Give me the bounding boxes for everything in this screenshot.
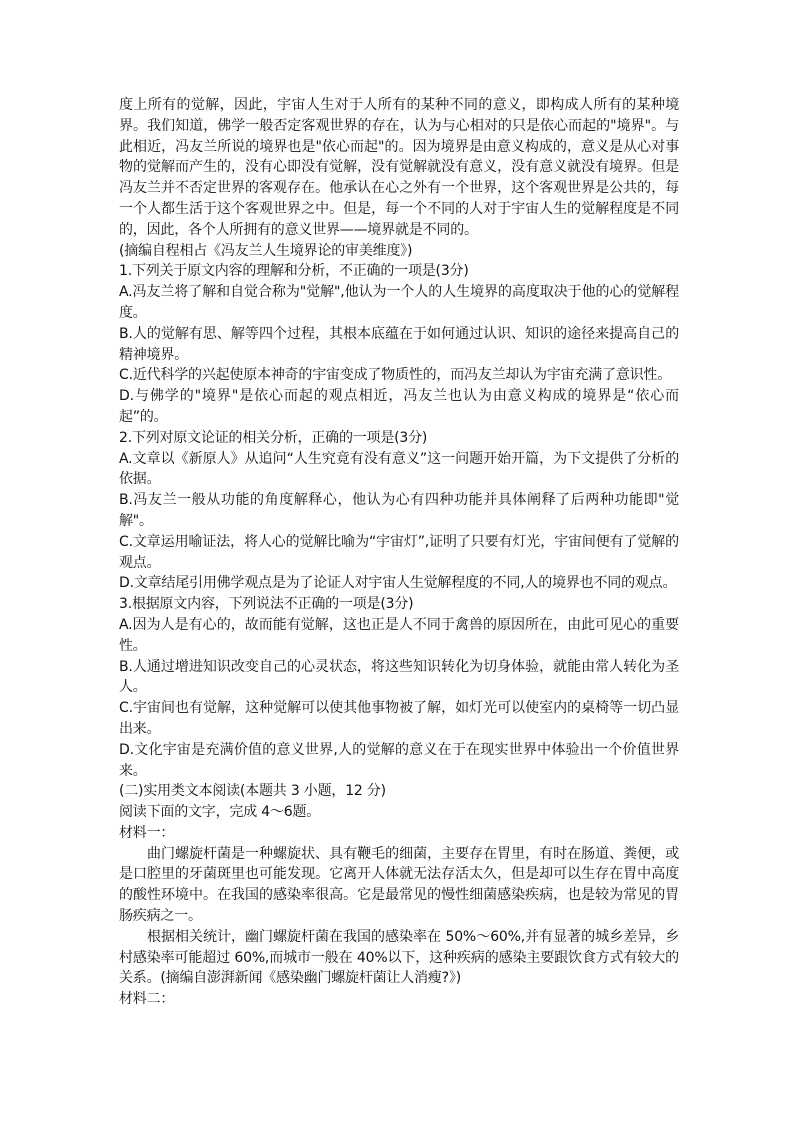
question-1-option-c: C.近代科学的兴起使原本神奇的宇宙变成了物质性的，而冯友兰却认为宇宙充满了意识性。 xyxy=(119,367,672,384)
section-2-heading: (二)实用类文本阅读(本题共 3 小题，12 分) xyxy=(119,783,386,800)
question-3-option-c: C.宇宙间也有觉解，这种觉解可以使其他事物被了解，如灯光可以使室内的桌椅等一切凸显出来。 xyxy=(119,700,679,737)
question-3-option-b: B.人通过增进知识改变自己的心灵状态，将这些知识转化为切身体验，就能由常人转化为圣人。 xyxy=(119,658,679,696)
passage-source: (摘编自程相占《冯友兰人生境界论的审美维度》) xyxy=(119,242,413,259)
material-1-paragraph-1: 曲门螺旋杆菌是一种螺旋状、具有鞭毛的细菌，主要存在胃里，有时在肠道、粪便，或是口腔里的牙菌斑里也可能发现。它离开人体就无法存活太久，但是却可以生存在胃中高度的酸性环境中。在我国的感染率很高。它是最常见的慢性细菌感染疾病，也是较为常见的胃肠疾病之一。 xyxy=(119,845,679,925)
question-3-stem: 3.根据原文内容，下列说法不正确的一项是(3分) xyxy=(119,596,414,613)
question-3-option-a: A.因为人是有心的，故而能有觉解，这也正是人不同于禽兽的原因所在，由此可见心的重要性。 xyxy=(119,616,679,654)
question-1-option-d: D.与佛学的"境界"是依心而起的观点相近，冯友兰也认为由意义构成的境界是“依心而起”的。 xyxy=(119,388,679,425)
document-page xyxy=(119,95,679,1010)
question-2-stem: 2.下列对原文论证的相关分析，正确的一项是(3分) xyxy=(119,429,428,446)
question-1-option-a: A.冯友兰将了解和自觉合称为"觉解",他认为一个人的人生境界的高度取决于他的心的觉解程度。 xyxy=(119,284,679,321)
question-2-option-b: B.冯友兰一般从功能的角度解释心，他认为心有四种功能并具体阐释了后两种功能即"觉解"。 xyxy=(119,492,679,529)
passage-paragraph: 度上所有的觉解，因此，宇宙人生对于人所有的某种不同的意义，即构成人所有的某种境界。我们知道，佛学一般否定客观世界的存在，认为与心相对的只是依心而起的"境界"。与此相近，冯友兰所说的境界也是"依心而起"的。因为境界是由意义构成的，意义是从心对事物的觉解而产生的，没有心即没有觉解，没有觉解就没有意义，没有意义就没有境界。但是冯友兰并不否定世界的客观存在。他承认在心之外有一个世界，这个客观世界是公共的，每一个人都生活于这个客观世界之中。但是，每一个不同的人对于宇宙人生的觉解程度是不同的，因此，各个人所拥有的意义世界——境界就是不同的。 xyxy=(119,97,679,238)
question-3-option-d: D.文化宇宙是充满价值的意义世界,人的觉解的意义在于在现实世界中体验出一个价值世界来。 xyxy=(119,741,679,779)
question-2-option-c: C.文章运用喻证法，将人心的觉解比喻为“宇宙灯”,证明了只要有灯光，宇宙间便有了觉解的观点。 xyxy=(119,533,679,571)
question-1-stem: 1.下列关于原文内容的理解和分析，不正确的一项是(3分) xyxy=(119,263,469,280)
material-1-label: 材料一： xyxy=(119,824,175,841)
section-2-instruction: 阅读下面的文字，完成 4～6题。 xyxy=(119,804,321,821)
question-2-option-a: A.文章以《新原人》从追问“人生究竟有没有意义”这一问题开始开篇，为下文提供了分析的依据。 xyxy=(119,450,679,488)
question-2-option-d: D.文章结尾引用佛学观点是为了论证人对宇宙人生觉解程度的不同,人的境界也不同的观点。 xyxy=(119,575,677,592)
material-2-label: 材料二： xyxy=(119,991,175,1008)
material-1-paragraph-2: 根据相关统计，幽门螺旋杆菌在我国的感染率在 50%～60%,并有显著的城乡差异，乡村感染率可能超过 60%,而城市一般在 40%以下，这种疾病的感染主要跟饮食方式有较大的关系。(摘编自澎湃新闻《感染幽门螺旋杆菌让人消瘦?》) xyxy=(119,928,679,987)
question-1-option-b: B.人的觉解有思、解等四个过程，其根本底蕴在于如何通过认识、知识的途径来提高自己的精神境界。 xyxy=(119,325,679,363)
